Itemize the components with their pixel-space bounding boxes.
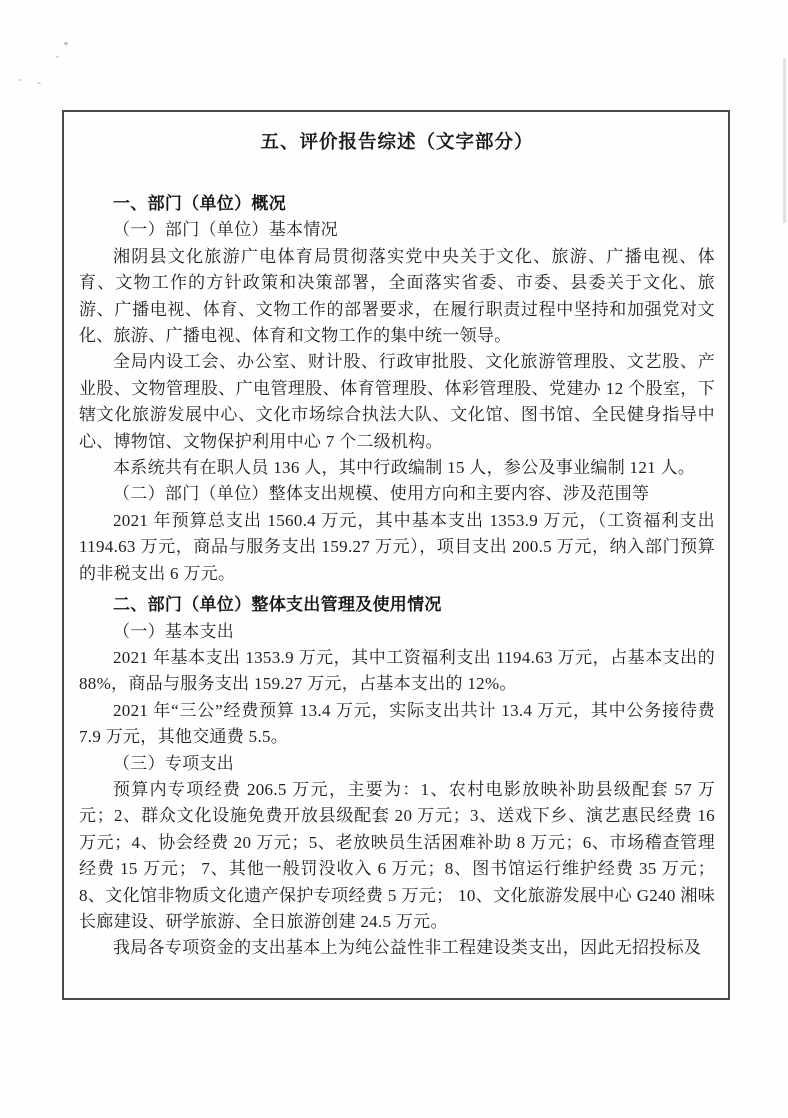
para-public-welfare-note: 我局各专项资金的支出基本上为纯公益性非工程建设类支出，因此无招投标及 — [113, 938, 702, 958]
scan-speck — [64, 42, 68, 45]
report-body — [79, 191, 715, 962]
para-staffing: 本系统共有在职人员 136 人，其中行政编制 15 人，参公及事业编制 121 人。 — [113, 458, 696, 478]
para-three-public-funds: 2021 年“三公”经费预算 13.4 万元，实际支出共计 13.4 万元，其中公务接待费 7.9 万元，其他交通费 5.5。 — [79, 700, 715, 747]
subheading-overall-expenditure-scope: （二）部门（单位）整体支出规模、使用方向和主要内容、涉及范围等 — [113, 484, 650, 504]
heading-department-overview: 一、部门（单位）概况 — [113, 194, 286, 213]
para-internal-structure: 全局内设工会、办公室、财计股、行政审批股、文化旅游管理股、文艺股、产业股、文物管理股、广电管理股、体育管理股、体彩管理股、党建办 12 个股室，下辖文化旅游发展中心、文化市场综合执法大队、文化馆、图书馆、全民健身指导中心、博物馆、文物保护利用中心 7 个二级机构。 — [79, 352, 715, 451]
para-policy-implementation: 湘阴县文化旅游广电体育局贯彻落实党中央关于文化、旅游、广播电视、体育、文物工作的方针政策和决策部署，全面落实省委、市委、县委关于文化、旅游、广播电视、体育、文物工作的部署要求，在履行职责过程中坚持和加强党对文化、旅游、广播电视、体育和文物工作的集中统一领导。 — [79, 246, 715, 346]
report-frame — [62, 110, 730, 1000]
para-special-funds-breakdown: 预算内专项经费 206.5 万元，主要为：1、农村电影放映补助县级配套 57 万元；2、群众文化设施免费开放县级配套 20 万元；3、送戏下乡、演艺惠民经费 16 万元；4、协会经费 20 万元；5、老放映员生活困难补助 8 万元；6、市场稽查管理经费 15 万元； 7、其他一般罚没收入 6 万元；8、图书馆运行维护经费 35 万元；8、文化馆非物质文化遗产保护专项经费 5 万元； 10、文化旅游发展中心 G240 湘味长廊建设、研学旅游、全日旅游创建 24.5 万元。 — [79, 779, 715, 931]
para-basic-expenditure-detail: 2021 年基本支出 1353.9 万元，其中工资福利支出 1194.63 万元，占基本支出的 88%，商品与服务支出 159.27 万元，占基本支出的 12%。 — [79, 647, 715, 694]
scan-speck — [56, 56, 59, 58]
heading-expenditure-management: 二、部门（单位）整体支出管理及使用情况 — [113, 595, 442, 615]
scan-speck — [37, 82, 41, 84]
report-title: 五、评价报告综述（文字部分） — [260, 131, 534, 152]
para-2021-budget-totals: 2021 年预算总支出 1560.4 万元，其中基本支出 1353.9 万元，（工资福利支出 1194.63 万元，商品与服务支出 159.27 万元），项目支出 200.5 万元，纳入部门预算的非税支出 6 万元。 — [79, 510, 715, 583]
subheading-special-expenditure: （三）专项支出 — [113, 753, 235, 773]
subheading-basic-info: （一）部门（单位）基本情况 — [113, 220, 338, 240]
subheading-basic-expenditure: （一）基本支出 — [113, 621, 235, 641]
scan-speck — [18, 79, 21, 81]
scan-edge-smudge — [783, 58, 786, 223]
